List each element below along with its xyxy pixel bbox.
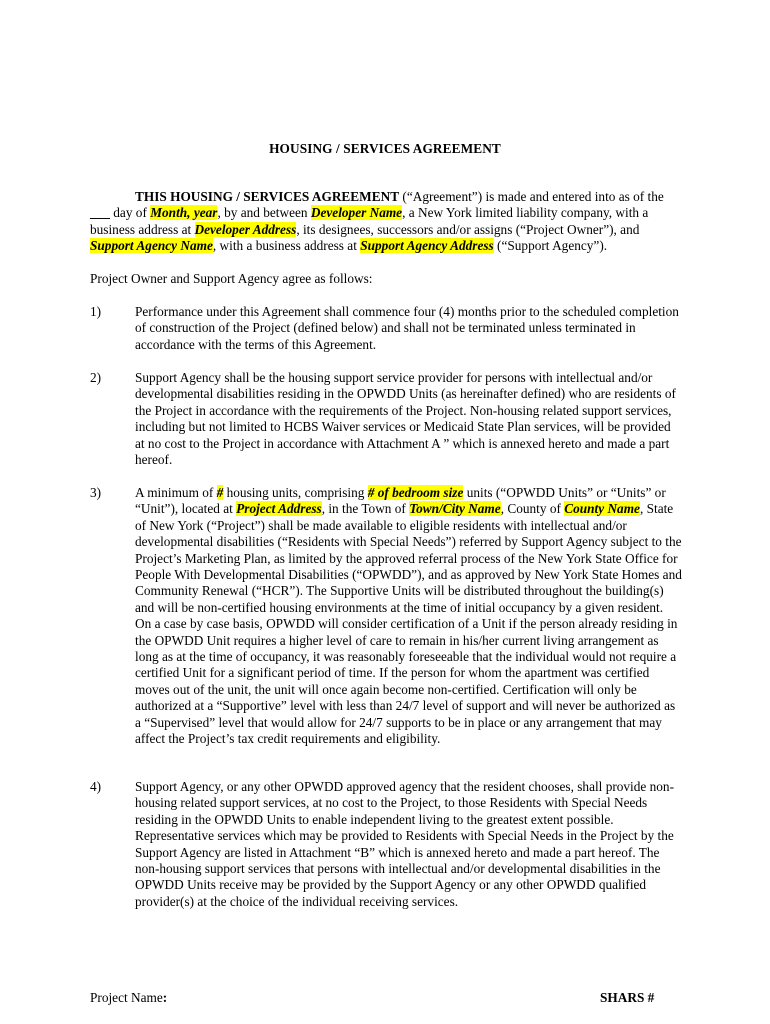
agree-line: Project Owner and Support Agency agree as follows:	[90, 271, 373, 286]
field-project-address: Project Address	[236, 501, 322, 517]
clause-number: 3)	[90, 485, 102, 500]
intro-lead: THIS HOUSING / SERVICES AGREEMENT	[135, 189, 400, 204]
footer-project-name: Project Name:	[90, 990, 168, 1005]
field-developer-address: Developer Address	[194, 221, 297, 237]
field-unit-count: #	[216, 485, 224, 500]
field-town-city-name: Town/City Name	[409, 501, 501, 517]
clause-text: Support Agency, or any other OPWDD approved agency that the resident chooses, shall provide non-housing related support services, at no cost to the Project, to those Residents with Special Needs residing in the OPWDD Units to enable independent living to the greatest extent possible. Representative services which may be provided to Residents with Special Needs in the Project by the Support Agency are listed in Attachment “B” which is annexed hereto and made a part hereof. The non-housing support services that persons with intellectual and/or developmental disabilities in the OPWDD Units receive may be provided by the Support Agency or any other OPWDD qualified provider(s) at the choice of the individual receiving services.	[135, 779, 675, 909]
field-year: year	[193, 205, 218, 221]
field-developer-name: Developer Name	[310, 205, 403, 221]
intro-paragraph: THIS HOUSING / SERVICES AGREEMENT (“Agreement”) is made and entered into as of the ___ day of Month, year, by and between Developer Name, a New York limited liability company, with a business address at Developer Address, its designees, successors and/or assigns (“Project Owner”), and Support Agency Name, with a business address at Support Agency Address (“Support Agency”).	[90, 189, 664, 254]
clause-text: Support Agency shall be the housing support service provider for persons with intellectual and/or developmental disabilities residing in the OPWDD Units (as hereinafter defined) who are residents of the Project in accordance with the requirements of the Project. Non-housing related support services, including but not limited to HCBS Waiver services or Medicaid State Plan services, will be provided at no cost to the Project in accordance with Attachment A ” which is annexed hereto and made a part hereof.	[135, 370, 676, 468]
field-bedroom-size: # of bedroom size	[367, 485, 464, 500]
field-support-agency-address: Support Agency Address	[360, 238, 494, 254]
field-support-agency-name: Support Agency Name	[90, 238, 213, 254]
footer-shars-number: SHARS #	[600, 990, 655, 1005]
clause-number: 1)	[90, 304, 102, 319]
field-month: Month	[150, 205, 188, 221]
document-title: HOUSING / SERVICES AGREEMENT	[269, 141, 501, 156]
clause-number: 2)	[90, 370, 102, 385]
field-county-name: County Name	[564, 501, 640, 517]
date-blank: ___	[90, 205, 110, 221]
clause-text: Performance under this Agreement shall commence four (4) months prior to the scheduled completion of construction of the Project (defined below) and shall not be terminated unless terminated in accordance with the terms of this Agreement.	[135, 304, 679, 352]
clause-text: A minimum of # housing units, comprising # of bedroom size units (“OPWDD Units” or “Units” or “Unit”), located at Project Address, in the Town of Town/City Name, County of County Name, State of New York (“Project”) shall be made available to eligible residents with intellectual and/or developmental disabilities (“Residents with Special Needs”) referred by Support Agency subject to the Project’s Marketing Plan, as limited by the approved referral process of the New York State Office for People With Developmental Disabilities (“OPWDD”), and as approved by New York State Homes and Community Renewal (“HCR”). The Supportive Units will be distributed throughout the building(s) and will be non-certified housing environments at the time of initial occupancy by a given resident. On a case by case basis, OPWDD will consider certification of a Unit if the person already residing in the OPWDD Unit requires a higher level of care to remain in his/her current living arrangement as long as at the time of occupancy, it was reasonably foreseeable that the individual would not require a certified Unit for a significant period of time. If the person for whom the apartment was certified moves out of the unit, the unit will once again become non-certified. Certification will only be authorized at a “Supportive” level with less than 24/7 level of support and will never be authorized as a “Supervised” level that would allow for 24/7 supports to be in place or any arrangement that may affect the Project’s tax credit requirements and eligibility.	[135, 485, 682, 747]
clause-number: 4)	[90, 779, 102, 794]
